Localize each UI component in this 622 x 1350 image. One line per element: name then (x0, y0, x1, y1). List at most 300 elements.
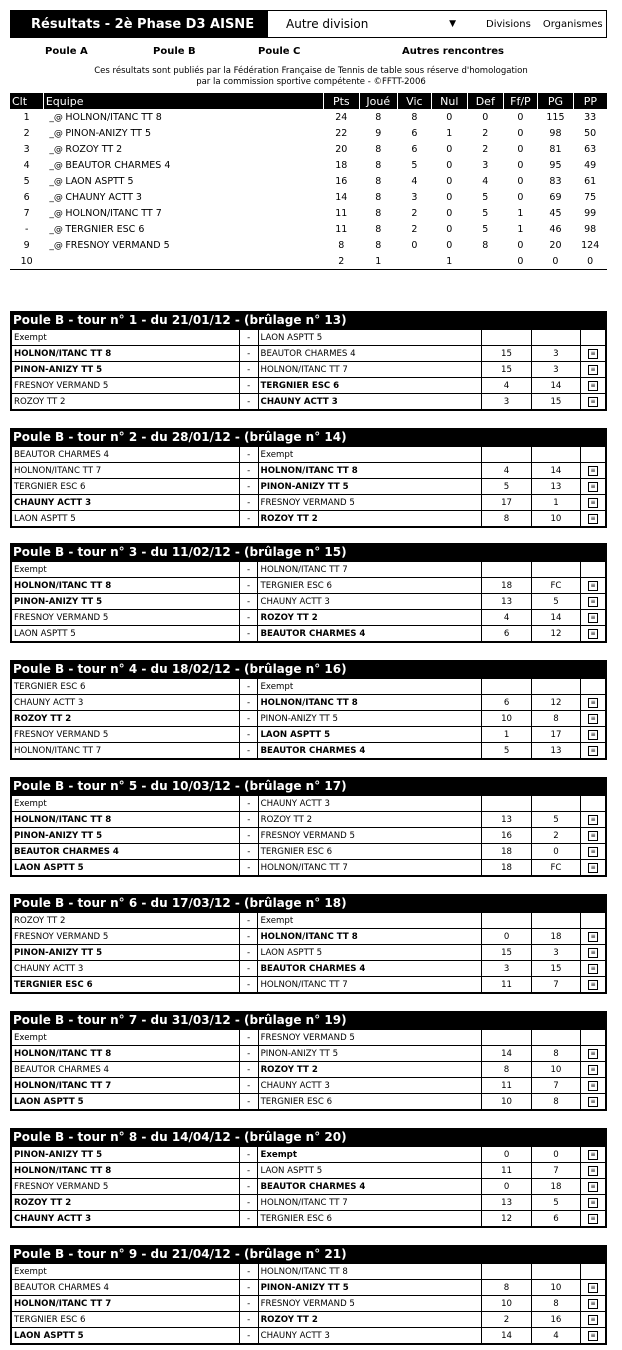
separator: - (239, 447, 258, 463)
standings-row (10, 141, 607, 157)
separator: - (239, 1296, 258, 1312)
away-team: PINON-ANIZY TT 5 (258, 1046, 482, 1062)
away-score (531, 562, 580, 578)
match-row (12, 1312, 606, 1328)
match-row (12, 394, 606, 410)
team-name[interactable]: PINON-ANIZY TT 5 (65, 127, 152, 139)
home-score: 15 (482, 346, 531, 362)
away-score (531, 1264, 580, 1280)
match-sheet-cell[interactable] (581, 945, 606, 961)
home-score: 18 (482, 844, 531, 860)
match-sheet-icon[interactable]: ≡ (588, 1150, 598, 1160)
away-team: HOLNON/ITANC TT 8 (258, 695, 482, 711)
team-name[interactable]: BEAUTOR CHARMES 4 (65, 159, 171, 171)
away-team: ROZOY TT 2 (258, 1062, 482, 1078)
home-score: 0 (482, 1147, 531, 1163)
separator: - (239, 394, 258, 410)
away-team: BEAUTOR CHARMES 4 (258, 346, 482, 362)
home-team: ROZOY TT 2 (12, 711, 240, 727)
team-link-icon[interactable]: _@ (49, 208, 63, 219)
away-team: TERGNIER ESC 6 (258, 1094, 482, 1110)
away-team: CHAUNY ACTT 3 (258, 594, 482, 610)
team-link-icon[interactable]: _@ (49, 128, 63, 139)
match-row (12, 1030, 606, 1046)
vic-cell: 6 (411, 127, 418, 139)
pts-cell: 8 (338, 239, 345, 251)
away-team: TERGNIER ESC 6 (258, 844, 482, 860)
match-sheet-cell[interactable] (581, 1046, 606, 1062)
team-link-icon[interactable]: _@ (49, 160, 63, 171)
def-cell: 5 (482, 223, 489, 235)
match-sheet-cell[interactable] (581, 1312, 606, 1328)
match-sheet-icon[interactable]: ≡ (588, 1081, 598, 1091)
home-team: Exempt (12, 796, 240, 812)
away-score: 13 (531, 479, 580, 495)
separator: - (239, 727, 258, 743)
separator: - (239, 828, 258, 844)
away-score: 8 (531, 1094, 580, 1110)
match-sheet-icon[interactable]: ≡ (588, 1166, 598, 1176)
clt-cell: - (24, 223, 29, 235)
home-team: CHAUNY ACTT 3 (12, 961, 240, 977)
organismes-link[interactable]: Organismes (542, 18, 603, 30)
separator: - (239, 929, 258, 945)
match-row (12, 495, 606, 511)
home-team: CHAUNY ACTT 3 (12, 495, 240, 511)
match-sheet-cell[interactable] (581, 844, 606, 860)
match-row (12, 961, 606, 977)
home-team: BEAUTOR CHARMES 4 (12, 1062, 240, 1078)
match-sheet-icon[interactable]: ≡ (588, 980, 598, 990)
match-sheet-cell[interactable] (581, 1280, 606, 1296)
match-sheet-icon[interactable]: ≡ (588, 365, 598, 375)
match-sheet-icon[interactable]: ≡ (588, 863, 598, 873)
home-score: 4 (482, 463, 531, 479)
match-row (12, 346, 606, 362)
pp-cell: 75 (584, 191, 597, 203)
away-score: 3 (531, 346, 580, 362)
notice-text (0, 66, 622, 88)
match-sheet-icon[interactable]: ≡ (588, 466, 598, 476)
away-score: 0 (531, 844, 580, 860)
poule-c-link[interactable]: Poule C (258, 46, 301, 57)
away-score: 12 (531, 626, 580, 642)
pg-cell: 81 (549, 143, 562, 155)
match-sheet-icon[interactable]: ≡ (588, 1214, 598, 1224)
home-score (482, 330, 531, 346)
nul-cell: 1 (446, 255, 453, 267)
home-team: HOLNON/ITANC TT 7 (12, 743, 240, 759)
home-score: 13 (482, 1195, 531, 1211)
team-link-icon[interactable]: _@ (49, 144, 63, 155)
column-header: Vic (397, 93, 431, 109)
round-block (10, 660, 607, 760)
pp-cell: 61 (584, 175, 597, 187)
home-score: 2 (482, 1312, 531, 1328)
home-score (482, 562, 531, 578)
home-score (482, 1030, 531, 1046)
home-team: ROZOY TT 2 (12, 1195, 240, 1211)
match-row (12, 594, 606, 610)
separator: - (239, 594, 258, 610)
def-cell: 2 (482, 127, 489, 139)
home-team: CHAUNY ACTT 3 (12, 695, 240, 711)
team-cell (43, 189, 323, 205)
match-sheet-cell[interactable] (581, 362, 606, 378)
separator: - (239, 626, 258, 642)
match-sheet-cell[interactable] (581, 394, 606, 410)
match-sheet-cell[interactable] (581, 495, 606, 511)
match-sheet-icon[interactable]: ≡ (588, 831, 598, 841)
away-score: FC (531, 860, 580, 876)
chevron-down-icon[interactable]: ▼ (449, 19, 456, 29)
standings-row (10, 157, 607, 173)
match-sheet-cell[interactable] (581, 1195, 606, 1211)
match-sheet-cell[interactable] (581, 378, 606, 394)
separator: - (239, 913, 258, 929)
separator: - (239, 945, 258, 961)
pg-cell: 0 (552, 255, 559, 267)
team-link-icon[interactable]: _@ (49, 224, 63, 235)
separator: - (239, 860, 258, 876)
team-name[interactable]: LAON ASPTT 5 (65, 175, 134, 187)
home-score: 5 (482, 743, 531, 759)
match-sheet-cell[interactable] (581, 961, 606, 977)
match-sheet-cell[interactable] (581, 727, 606, 743)
home-team: BEAUTOR CHARMES 4 (12, 1280, 240, 1296)
match-sheet-icon[interactable]: ≡ (588, 397, 598, 407)
home-score: 8 (482, 1280, 531, 1296)
separator: - (239, 1179, 258, 1195)
match-sheet-cell (581, 1030, 606, 1046)
joue-cell: 8 (375, 159, 382, 171)
home-score: 1 (482, 727, 531, 743)
round-title: Poule B - tour n° 8 - du 14/04/12 - (brûlage n° 20) (11, 1129, 606, 1146)
pg-cell: 95 (549, 159, 562, 171)
separator: - (239, 463, 258, 479)
match-sheet-icon[interactable]: ≡ (588, 1097, 598, 1107)
match-sheet-cell[interactable] (581, 626, 606, 642)
match-sheet-cell[interactable] (581, 977, 606, 993)
home-team: LAON ASPTT 5 (12, 860, 240, 876)
match-sheet-cell[interactable] (581, 594, 606, 610)
away-team: LAON ASPTT 5 (258, 727, 482, 743)
away-score: 8 (531, 1046, 580, 1062)
team-name[interactable]: HOLNON/ITANC TT 8 (65, 111, 162, 123)
matches-table (11, 1146, 606, 1227)
vic-cell: 3 (411, 191, 418, 203)
match-sheet-cell[interactable] (581, 929, 606, 945)
match-row (12, 913, 606, 929)
home-team: BEAUTOR CHARMES 4 (12, 844, 240, 860)
match-row (12, 562, 606, 578)
team-name[interactable]: FRESNOY VERMAND 5 (65, 239, 170, 251)
home-team: FRESNOY VERMAND 5 (12, 1179, 240, 1195)
ffp-cell: 0 (517, 111, 524, 123)
home-score: 3 (482, 961, 531, 977)
away-team: CHAUNY ACTT 3 (258, 796, 482, 812)
separator: - (239, 362, 258, 378)
away-score: 10 (531, 1280, 580, 1296)
def-cell: 5 (482, 191, 489, 203)
match-sheet-icon[interactable]: ≡ (588, 698, 598, 708)
divisions-link[interactable]: Divisions (486, 18, 531, 30)
poule-a-link[interactable]: Poule A (45, 46, 88, 57)
matches-table (11, 678, 606, 759)
ffp-cell: 0 (517, 191, 524, 203)
home-score: 4 (482, 610, 531, 626)
home-score: 13 (482, 594, 531, 610)
away-team: CHAUNY ACTT 3 (258, 394, 482, 410)
autres-rencontres-link[interactable]: Autres rencontres (402, 46, 504, 57)
home-score: 11 (482, 1078, 531, 1094)
match-sheet-icon[interactable]: ≡ (588, 629, 598, 639)
match-row (12, 711, 606, 727)
match-row (12, 610, 606, 626)
pts-cell: 20 (335, 143, 348, 155)
pts-cell: 11 (335, 223, 348, 235)
round-block (10, 894, 607, 994)
match-sheet-icon[interactable]: ≡ (588, 1315, 598, 1325)
match-sheet-cell[interactable] (581, 1062, 606, 1078)
vic-cell (397, 253, 431, 270)
pp-cell: 49 (584, 159, 597, 171)
away-team: HOLNON/ITANC TT 7 (258, 362, 482, 378)
home-score: 0 (482, 1179, 531, 1195)
match-sheet-icon[interactable]: ≡ (588, 730, 598, 740)
away-team: LAON ASPTT 5 (258, 330, 482, 346)
clt-cell: 9 (23, 239, 30, 251)
match-sheet-cell[interactable] (581, 346, 606, 362)
away-score: 8 (531, 1296, 580, 1312)
ffp-cell: 1 (517, 207, 524, 219)
match-sheet-icon[interactable]: ≡ (588, 964, 598, 974)
match-sheet-cell[interactable] (581, 743, 606, 759)
home-team: TERGNIER ESC 6 (12, 479, 240, 495)
match-row (12, 1264, 606, 1280)
home-team: PINON-ANIZY TT 5 (12, 594, 240, 610)
def-cell: 3 (482, 159, 489, 171)
match-sheet-cell[interactable] (581, 1078, 606, 1094)
match-sheet-icon[interactable]: ≡ (588, 514, 598, 524)
team-link-icon[interactable]: _@ (49, 176, 63, 187)
away-team: TERGNIER ESC 6 (258, 378, 482, 394)
separator: - (239, 961, 258, 977)
match-sheet-cell[interactable] (581, 1328, 606, 1344)
away-team: FRESNOY VERMAND 5 (258, 495, 482, 511)
away-score (531, 796, 580, 812)
match-sheet-icon[interactable]: ≡ (588, 581, 598, 591)
match-sheet-cell[interactable] (581, 1296, 606, 1312)
match-sheet-cell[interactable] (581, 463, 606, 479)
match-sheet-cell[interactable] (581, 1147, 606, 1163)
home-team: LAON ASPTT 5 (12, 626, 240, 642)
round-title: Poule B - tour n° 5 - du 10/03/12 - (brûlage n° 17) (11, 778, 606, 795)
away-score: 12 (531, 695, 580, 711)
team-link-icon[interactable]: _@ (49, 192, 63, 203)
home-team: HOLNON/ITANC TT 8 (12, 1163, 240, 1179)
round-block (10, 777, 607, 877)
team-link-icon[interactable]: _@ (49, 112, 63, 123)
nul-cell: 0 (446, 175, 453, 187)
round-title: Poule B - tour n° 2 - du 28/01/12 - (brûlage n° 14) (11, 429, 606, 446)
away-score: 7 (531, 1163, 580, 1179)
team-name[interactable]: TERGNIER ESC 6 (65, 223, 145, 235)
match-row (12, 695, 606, 711)
home-team: PINON-ANIZY TT 5 (12, 828, 240, 844)
match-row (12, 743, 606, 759)
match-sheet-cell (581, 562, 606, 578)
pg-cell: 45 (549, 207, 562, 219)
matches-table (11, 446, 606, 527)
away-team: Exempt (258, 679, 482, 695)
match-sheet-icon[interactable]: ≡ (588, 381, 598, 391)
separator: - (239, 1078, 258, 1094)
notice-line: Ces résultats sont publiés par la Fédération Française de Tennis de table sous réserve d'homologation (94, 66, 528, 76)
standings-row (10, 189, 607, 205)
round-title: Poule B - tour n° 6 - du 17/03/12 - (brûlage n° 18) (11, 895, 606, 912)
home-team: CHAUNY ACTT 3 (12, 1211, 240, 1227)
home-score (482, 1264, 531, 1280)
match-sheet-cell[interactable] (581, 578, 606, 594)
match-row (12, 1094, 606, 1110)
vic-cell: 5 (411, 159, 418, 171)
match-sheet-icon[interactable]: ≡ (588, 1065, 598, 1075)
joue-cell: 9 (375, 127, 382, 139)
away-team: PINON-ANIZY TT 5 (258, 711, 482, 727)
match-sheet-cell[interactable] (581, 695, 606, 711)
match-row (12, 860, 606, 876)
ffp-cell: 0 (517, 127, 524, 139)
round-block (10, 1011, 607, 1111)
match-sheet-cell[interactable] (581, 1163, 606, 1179)
match-sheet-icon[interactable]: ≡ (588, 714, 598, 724)
home-score: 8 (482, 511, 531, 527)
matches-table (11, 1029, 606, 1110)
clt-cell: 4 (23, 159, 30, 171)
match-sheet-cell[interactable] (581, 711, 606, 727)
matches-table (11, 912, 606, 993)
match-sheet-cell[interactable] (581, 511, 606, 527)
team-cell (43, 237, 323, 253)
round-block (10, 428, 607, 528)
pg-cell: 98 (549, 127, 562, 139)
notice-line: par la commission sportive compétente - ©FFTT-2006 (196, 77, 426, 87)
match-sheet-icon[interactable]: ≡ (588, 349, 598, 359)
match-row (12, 1296, 606, 1312)
match-sheet-cell[interactable] (581, 1094, 606, 1110)
away-team: ROZOY TT 2 (258, 511, 482, 527)
match-sheet-icon[interactable]: ≡ (588, 498, 598, 508)
team-cell (43, 141, 323, 157)
match-sheet-icon[interactable]: ≡ (588, 847, 598, 857)
home-score: 10 (482, 1296, 531, 1312)
team-cell (43, 253, 323, 270)
home-score: 6 (482, 695, 531, 711)
team-name[interactable]: HOLNON/ITANC TT 7 (65, 207, 162, 219)
pts-cell: 22 (335, 127, 348, 139)
home-team: HOLNON/ITANC TT 7 (12, 1296, 240, 1312)
match-sheet-icon[interactable]: ≡ (588, 746, 598, 756)
match-sheet-icon[interactable]: ≡ (588, 1182, 598, 1192)
match-row (12, 1211, 606, 1227)
match-sheet-cell[interactable] (581, 860, 606, 876)
away-team: ROZOY TT 2 (258, 610, 482, 626)
team-name[interactable]: ROZOY TT 2 (65, 143, 123, 155)
team-name[interactable]: CHAUNY ACTT 3 (65, 191, 142, 203)
match-sheet-icon[interactable]: ≡ (588, 1299, 598, 1309)
team-link-icon[interactable]: _@ (49, 240, 63, 251)
match-sheet-cell[interactable] (581, 479, 606, 495)
home-team: ROZOY TT 2 (12, 394, 240, 410)
match-sheet-cell (581, 913, 606, 929)
match-sheet-icon[interactable]: ≡ (588, 932, 598, 942)
matches-table (11, 795, 606, 876)
match-sheet-icon[interactable]: ≡ (588, 1049, 598, 1059)
match-row (12, 929, 606, 945)
joue-cell: 8 (375, 223, 382, 235)
round-block (10, 311, 607, 411)
clt-cell: 7 (23, 207, 30, 219)
separator: - (239, 743, 258, 759)
poule-b-link[interactable]: Poule B (153, 46, 196, 57)
away-score: 5 (531, 594, 580, 610)
home-score: 6 (482, 626, 531, 642)
match-sheet-cell[interactable] (581, 812, 606, 828)
separator: - (239, 495, 258, 511)
home-team: LAON ASPTT 5 (12, 1094, 240, 1110)
team-cell (43, 205, 323, 221)
home-score: 10 (482, 711, 531, 727)
away-score: 3 (531, 945, 580, 961)
away-team: PINON-ANIZY TT 5 (258, 479, 482, 495)
separator: - (239, 1147, 258, 1163)
nul-cell: 0 (446, 239, 453, 251)
away-score: 7 (531, 1078, 580, 1094)
home-score: 11 (482, 977, 531, 993)
team-cell (43, 173, 323, 189)
home-team: Exempt (12, 330, 240, 346)
separator: - (239, 1211, 258, 1227)
round-title: Poule B - tour n° 1 - du 21/01/12 - (brûlage n° 13) (11, 312, 606, 329)
pts-cell: 11 (335, 207, 348, 219)
match-sheet-cell[interactable] (581, 610, 606, 626)
def-cell: 5 (482, 207, 489, 219)
match-sheet-icon[interactable]: ≡ (588, 815, 598, 825)
away-team: CHAUNY ACTT 3 (258, 1078, 482, 1094)
match-row (12, 679, 606, 695)
match-sheet-icon[interactable]: ≡ (588, 613, 598, 623)
match-sheet-icon[interactable]: ≡ (588, 1331, 598, 1341)
away-team: FRESNOY VERMAND 5 (258, 1030, 482, 1046)
match-sheet-icon[interactable]: ≡ (588, 948, 598, 958)
home-team: Exempt (12, 562, 240, 578)
joue-cell: 8 (375, 239, 382, 251)
column-header: PG (538, 93, 574, 109)
vic-cell: 4 (411, 175, 418, 187)
home-team: FRESNOY VERMAND 5 (12, 929, 240, 945)
ffp-cell: 0 (517, 239, 524, 251)
match-sheet-icon[interactable]: ≡ (588, 1198, 598, 1208)
match-sheet-cell[interactable] (581, 828, 606, 844)
away-team: LAON ASPTT 5 (258, 1163, 482, 1179)
match-sheet-cell[interactable] (581, 1211, 606, 1227)
match-sheet-cell[interactable] (581, 1179, 606, 1195)
division-select[interactable] (286, 17, 456, 31)
match-sheet-icon[interactable]: ≡ (588, 482, 598, 492)
match-sheet-icon[interactable]: ≡ (588, 1283, 598, 1293)
match-sheet-icon[interactable]: ≡ (588, 597, 598, 607)
